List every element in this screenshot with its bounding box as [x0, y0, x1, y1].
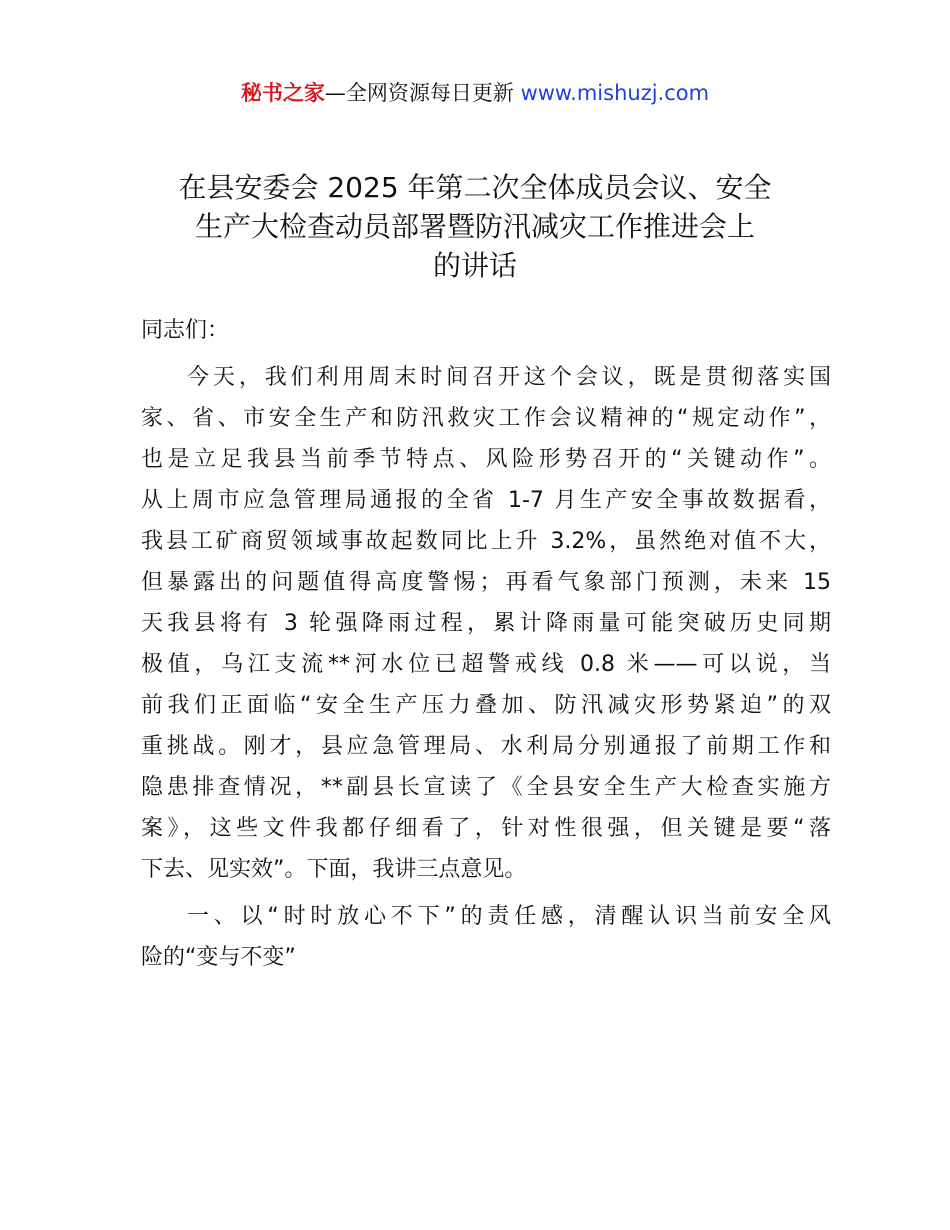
- site-brand: 秘书之家: [240, 81, 325, 105]
- paragraph-line: 从上周市应急管理局通报的全省 1-7 月生产安全事故数据看，: [141, 488, 831, 513]
- paragraph-line: 前我们正面临“安全生产压力叠加、防汛减灾形势紧迫”的双: [141, 693, 831, 718]
- heading-line: 险的“变与不变”: [141, 945, 296, 970]
- salutation: 同志们：: [141, 318, 230, 343]
- section-heading-1: [141, 896, 831, 978]
- paragraph-line: 今天，我们利用周末时间召开这个会议，既是贯彻落实国: [187, 365, 831, 390]
- paragraph-line: 案》，这些文件我都仔细看了，针对性很强，但关键是要“落: [141, 816, 831, 841]
- paragraph-line: 下去、见实效”。下面，我讲三点意见。: [141, 857, 527, 882]
- site-url[interactable]: www.mishuzj.com: [520, 81, 710, 105]
- document-body: [141, 310, 831, 984]
- paragraph-intro: [141, 357, 831, 890]
- document-title: [120, 168, 830, 285]
- site-slogan: 全网资源每日更新: [345, 81, 514, 105]
- paragraph-line: 我县工矿商贸领域事故起数同比上升 3.2%，虽然绝对值不大，: [141, 529, 831, 554]
- heading-line: 一、以“时时放心不下”的责任感，清醒认识当前安全风: [187, 904, 831, 929]
- paragraph-line: 极值，乌江支流**河水位已超警戒线 0.8 米——可以说，当: [141, 652, 831, 677]
- title-line: 在县安委会 2025 年第二次全体成员会议、安全: [178, 171, 772, 204]
- title-line: 的讲话: [432, 249, 517, 282]
- site-header: [0, 76, 950, 110]
- paragraph-line: 重挑战。刚才，县应急管理局、水利局分别通报了前期工作和: [141, 734, 831, 759]
- header-dash: —: [324, 81, 346, 105]
- paragraph-line: 天我县将有 3 轮强降雨过程，累计降雨量可能突破历史同期: [141, 611, 831, 636]
- paragraph-line: 也是立足我县当前季节特点、风险形势召开的“关键动作”。: [141, 447, 831, 472]
- paragraph-line: 但暴露出的问题值得高度警惕；再看气象部门预测，未来 15: [141, 570, 831, 595]
- paragraph-line: 家、省、市安全生产和防汛救灾工作会议精神的“规定动作”，: [141, 406, 831, 431]
- paragraph-line: 隐患排查情况，**副县长宣读了《全县安全生产大检查实施方: [141, 775, 831, 800]
- title-line: 生产大检查动员部署暨防汛减灾工作推进会上: [194, 210, 755, 243]
